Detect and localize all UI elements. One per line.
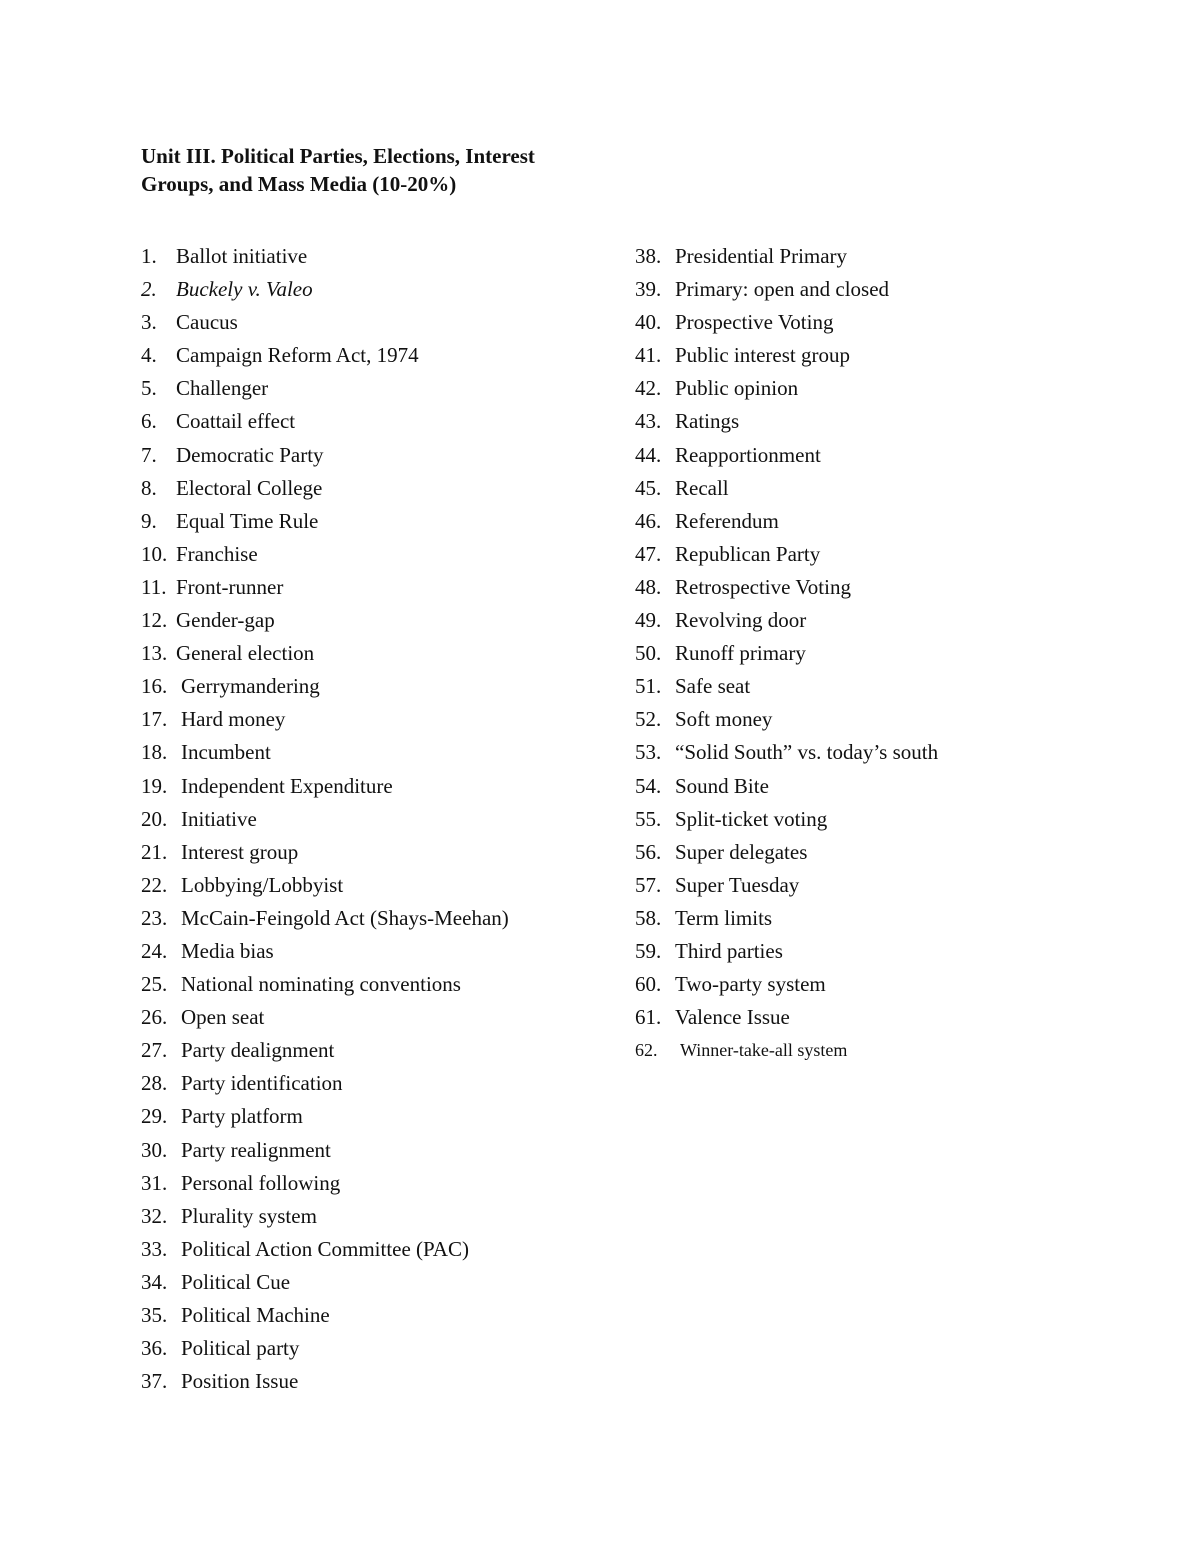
list-item — [635, 604, 1095, 637]
list-item-term: Party identification — [181, 1071, 343, 1096]
list-item-number: 50. — [635, 641, 662, 666]
list-item — [635, 902, 1095, 935]
list-item — [141, 869, 611, 902]
list-item-number: 33. — [141, 1236, 168, 1261]
list-item-number: 9. — [141, 508, 157, 533]
list-item-term: Gender-gap — [176, 608, 275, 633]
list-item-number: 59. — [635, 938, 662, 963]
list-item — [141, 306, 611, 339]
list-item — [635, 637, 1095, 670]
list-item-term: Referendum — [675, 508, 779, 533]
list-item-term: Party realignment — [181, 1137, 331, 1162]
list-item-number: 8. — [141, 475, 157, 500]
list-item-number: 17. — [141, 707, 168, 732]
list-item-number: 49. — [635, 608, 662, 633]
list-item-term: Sound Bite — [675, 773, 769, 798]
list-item-number: 24. — [141, 938, 168, 963]
list-item-number: 27. — [141, 1038, 168, 1063]
list-item-number: 39. — [635, 277, 662, 302]
term-list-left — [141, 240, 611, 1398]
list-item — [635, 736, 1095, 769]
list-item-number: 48. — [635, 574, 662, 599]
list-item-term: Political party — [181, 1336, 300, 1361]
list-item-number: 46. — [635, 508, 662, 533]
list-item — [635, 405, 1095, 438]
list-item-number: 3. — [141, 310, 157, 335]
list-item-term: Public opinion — [675, 376, 799, 401]
list-item-number: 54. — [635, 773, 662, 798]
list-item-term: Political Machine — [181, 1303, 330, 1327]
list-item-number: 20. — [141, 806, 168, 831]
list-item — [141, 935, 611, 968]
list-item — [635, 1034, 1095, 1067]
list-item-term: Democratic Party — [176, 442, 324, 467]
list-item-term: Political Cue — [181, 1269, 291, 1294]
list-item-number: 52. — [635, 707, 662, 732]
list-item-term: Ballot initiative — [176, 244, 308, 268]
list-item-term: Political Action Committee (PAC) — [181, 1236, 469, 1261]
list-item — [141, 1067, 611, 1100]
list-item-term: Runoff primary — [675, 641, 806, 666]
list-item-number: 43. — [635, 409, 662, 434]
list-item-number: 13. — [141, 641, 168, 666]
list-item-term: Front-runner — [176, 574, 284, 599]
list-item-term: Initiative — [181, 806, 257, 831]
list-item-term: Equal Time Rule — [176, 508, 319, 533]
list-item-number: 34. — [141, 1269, 168, 1294]
list-item-number: 44. — [635, 442, 662, 467]
list-item-number: 57. — [635, 872, 662, 897]
list-item-number: 29. — [141, 1104, 168, 1129]
list-item — [635, 439, 1095, 472]
list-item — [141, 571, 611, 604]
list-item-term: McCain-Feingold Act (Shays-Meehan) — [181, 905, 509, 930]
list-item-number: 60. — [635, 972, 662, 997]
list-item-number: 42. — [635, 376, 662, 401]
list-item — [635, 836, 1095, 869]
list-item — [141, 803, 611, 836]
list-item-number: 23. — [141, 905, 168, 930]
list-item-term: Revolving door — [675, 608, 807, 633]
list-item — [141, 604, 611, 637]
list-item-number: 36. — [141, 1336, 168, 1361]
list-item — [141, 1034, 611, 1067]
list-item — [635, 869, 1095, 902]
list-item-number: 61. — [635, 1005, 662, 1030]
list-item-number: 28. — [141, 1071, 168, 1096]
list-item — [635, 505, 1095, 538]
list-item — [141, 505, 611, 538]
list-item-term: Hard money — [181, 707, 286, 732]
list-item-number: 53. — [635, 740, 662, 765]
list-item — [635, 571, 1095, 604]
list-item — [635, 273, 1095, 306]
list-item-number: 12. — [141, 608, 168, 633]
list-item — [141, 1266, 611, 1299]
list-item — [635, 372, 1095, 405]
list-item-number: 5. — [141, 376, 157, 401]
page-title: Unit III. Political Parties, Elections, Interest Groups, and Mass Media (10-20%) — [141, 144, 535, 196]
list-item-number: 22. — [141, 872, 168, 897]
list-item-number: 32. — [141, 1203, 168, 1228]
list-item-number: 2. — [141, 277, 157, 302]
list-item — [635, 1001, 1095, 1034]
list-item-term: Gerrymandering — [181, 674, 320, 699]
list-item-number: 41. — [635, 343, 662, 368]
list-item-number: 21. — [141, 839, 168, 864]
list-item — [635, 538, 1095, 571]
list-item-term: Coattail effect — [176, 409, 296, 434]
list-item-term: Term limits — [675, 905, 773, 930]
list-item-number: 55. — [635, 806, 662, 831]
list-item-number: 10. — [141, 541, 168, 566]
list-item-number: 47. — [635, 541, 662, 566]
list-item — [635, 935, 1095, 968]
list-item-term: Winner-take-all system — [680, 1040, 848, 1061]
list-item — [141, 1100, 611, 1133]
list-item-number: 26. — [141, 1005, 168, 1030]
list-item — [141, 273, 611, 306]
list-item-number: 37. — [141, 1369, 168, 1394]
list-item — [141, 1001, 611, 1034]
list-item-number: 45. — [635, 475, 662, 500]
list-item — [141, 703, 611, 736]
list-item-number: 16. — [141, 674, 168, 699]
list-item-term: Republican Party — [675, 541, 821, 566]
list-item-number: 31. — [141, 1170, 168, 1195]
list-item-number: 35. — [141, 1303, 168, 1327]
list-item-term: General election — [176, 641, 315, 666]
list-item-term: Open seat — [181, 1005, 265, 1030]
list-item — [635, 339, 1095, 372]
list-item-term: Media bias — [181, 938, 274, 963]
list-item-term: Party platform — [181, 1104, 303, 1129]
list-item-term: Challenger — [176, 376, 269, 401]
list-item-term: Plurality system — [181, 1203, 317, 1228]
list-item-term: Retrospective Voting — [675, 574, 851, 599]
list-item-term: Primary: open and closed — [675, 277, 890, 302]
list-item — [141, 240, 611, 273]
list-item-term: Public interest group — [675, 343, 850, 368]
list-item-term: Franchise — [176, 541, 258, 566]
list-item — [141, 538, 611, 571]
list-item — [141, 372, 611, 405]
list-item — [635, 803, 1095, 836]
list-item-number: 30. — [141, 1137, 168, 1162]
list-item — [141, 439, 611, 472]
list-item — [141, 736, 611, 769]
list-item — [141, 902, 611, 935]
list-item-term: Split-ticket voting — [675, 806, 828, 831]
list-item — [141, 836, 611, 869]
list-item-number: 51. — [635, 674, 662, 699]
list-item-number: 58. — [635, 905, 662, 930]
list-item — [141, 770, 611, 803]
list-item-term: Presidential Primary — [675, 244, 848, 268]
list-item-term: Super Tuesday — [675, 872, 800, 897]
list-item-term: Safe seat — [675, 674, 751, 699]
list-item — [635, 240, 1095, 273]
list-item-term: Super delegates — [675, 839, 808, 864]
list-item — [141, 405, 611, 438]
list-item-number: 18. — [141, 740, 168, 765]
list-item-term: National nominating conventions — [181, 972, 461, 997]
list-item — [141, 637, 611, 670]
list-item-term: Personal following — [181, 1170, 341, 1195]
list-item — [141, 1299, 611, 1332]
list-item — [141, 1200, 611, 1233]
list-item — [141, 1233, 611, 1266]
list-item-term: Caucus — [176, 310, 238, 335]
list-item-term: “Solid South” vs. today’s south — [675, 740, 939, 765]
list-item — [141, 1167, 611, 1200]
list-item-term: Position Issue — [181, 1369, 299, 1394]
list-item-number: 11. — [141, 574, 167, 599]
list-item — [141, 1134, 611, 1167]
list-item — [141, 968, 611, 1001]
list-item — [141, 670, 611, 703]
list-item-number: 56. — [635, 839, 662, 864]
list-item-term: Third parties — [675, 938, 783, 963]
list-item-number: 1. — [141, 244, 157, 268]
list-item-number: 6. — [141, 409, 157, 434]
list-item-term: Soft money — [675, 707, 773, 732]
list-item-term: Interest group — [181, 839, 299, 864]
list-item-number: 19. — [141, 773, 168, 798]
list-item-number: 38. — [635, 244, 662, 268]
list-item-term: Electoral College — [176, 475, 323, 500]
list-item-number: 62. — [635, 1040, 658, 1061]
list-item — [141, 472, 611, 505]
list-item-term: Campaign Reform Act, 1974 — [176, 343, 419, 368]
list-item-number: 25. — [141, 972, 168, 997]
list-item-term: Incumbent — [181, 740, 271, 765]
term-list-right — [635, 240, 1095, 1067]
list-item — [635, 703, 1095, 736]
list-item-term: Recall — [675, 475, 729, 500]
list-item-number: 7. — [141, 442, 157, 467]
list-item — [141, 339, 611, 372]
list-item — [635, 670, 1095, 703]
list-item-term: Lobbying/Lobbyist — [181, 872, 344, 897]
list-item — [635, 770, 1095, 803]
list-item-number: 40. — [635, 310, 662, 335]
list-item-term: Party dealignment — [181, 1038, 335, 1063]
list-item-term: Two-party system — [675, 972, 826, 997]
list-item — [141, 1332, 611, 1365]
list-item — [635, 306, 1095, 339]
list-item — [635, 472, 1095, 505]
list-item-number: 4. — [141, 343, 157, 368]
list-item — [635, 968, 1095, 1001]
list-item-term: Independent Expenditure — [181, 773, 393, 798]
list-item — [141, 1365, 611, 1398]
list-item-term: Valence Issue — [675, 1005, 790, 1030]
list-item-term: Buckely v. Valeo — [176, 277, 313, 302]
list-item-term: Reapportionment — [675, 442, 821, 467]
list-item-term: Prospective Voting — [675, 310, 834, 335]
list-item-term: Ratings — [675, 409, 740, 434]
